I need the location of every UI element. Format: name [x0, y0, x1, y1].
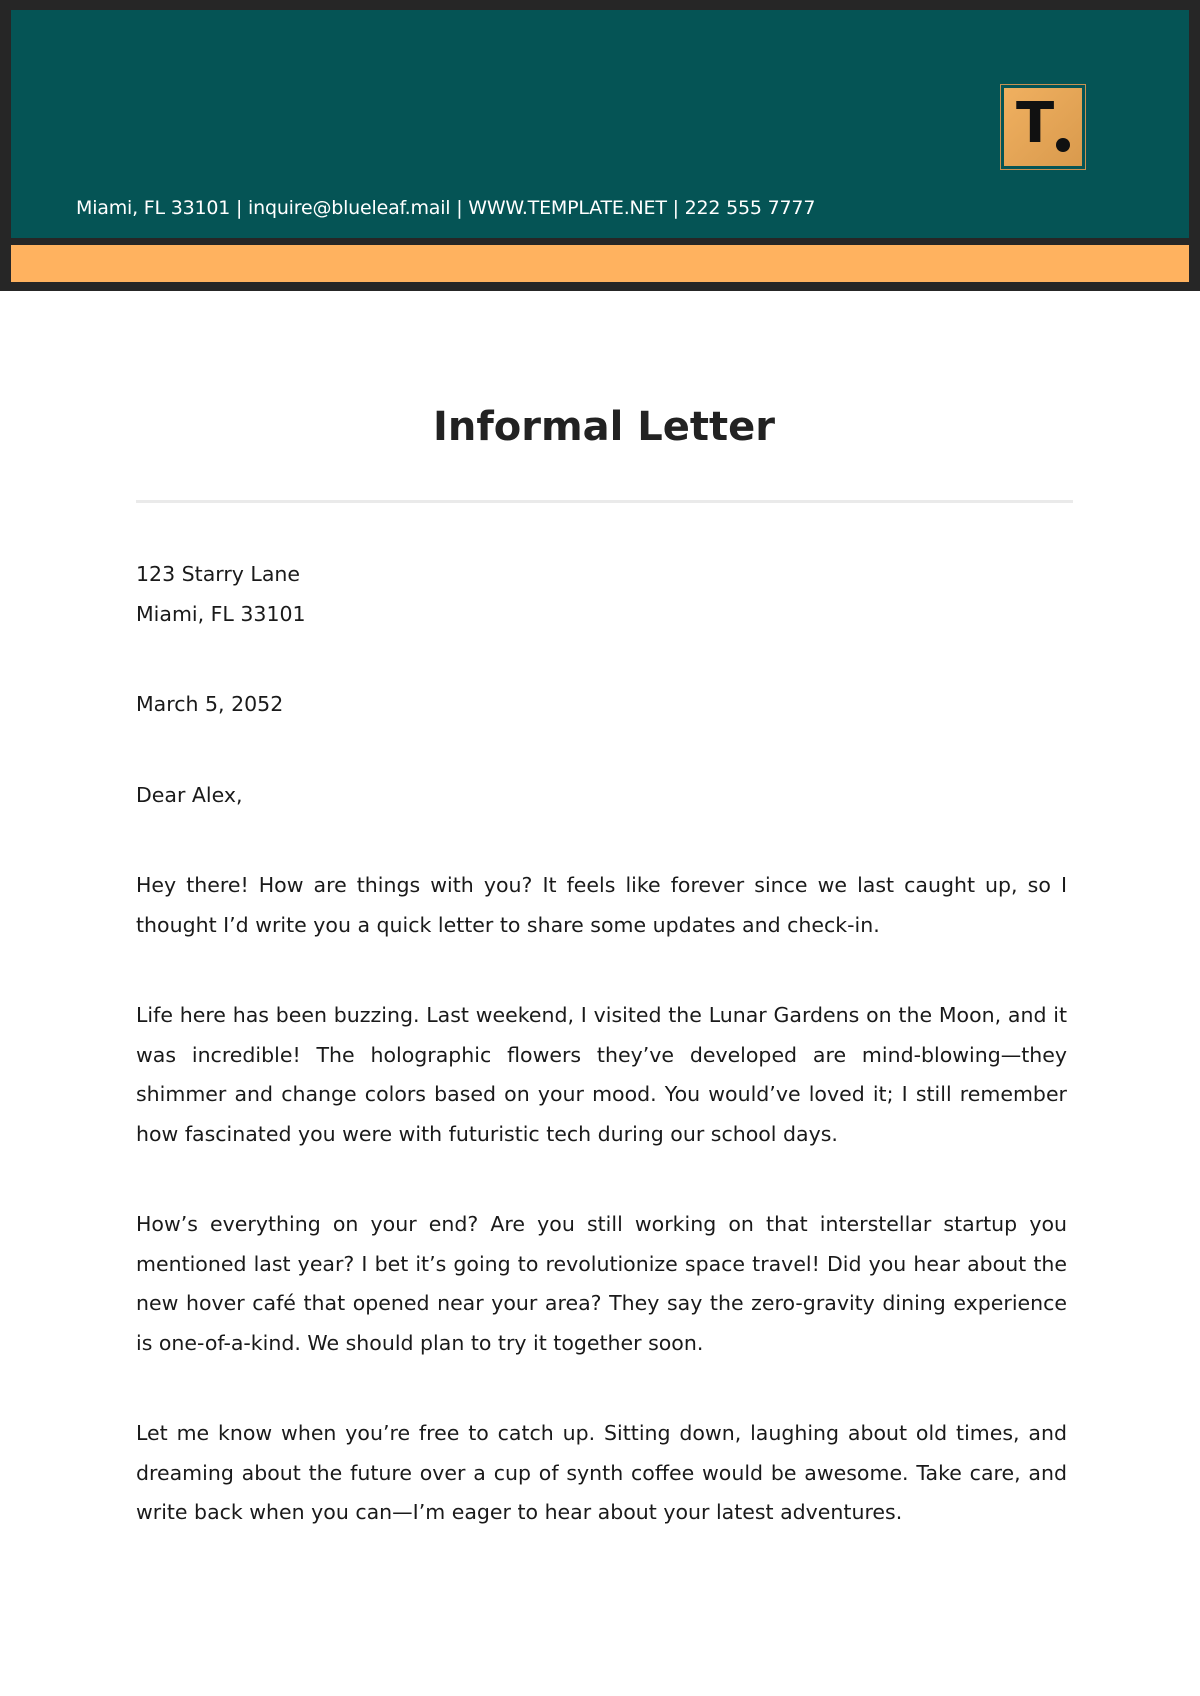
page-title: Informal Letter: [433, 404, 775, 450]
paragraph-1: Hey there! How are things with you? It feels like forever since we last caught up, so I thought I’d write you a quick letter to share some updates and check-in.: [136, 873, 1067, 937]
letter-date: March 5, 2052: [136, 692, 284, 716]
paragraph-4: Let me know when you’re free to catch up. Sitting down, laughing about old times, and dreaming about the future over a cup of synth coffee would be awesome. Take care, and write back when you can—I’m eager to hear about your latest adventures.: [136, 1421, 1067, 1524]
sender-address: [136, 555, 1067, 634]
address-line-2: Miami, FL 33101: [136, 601, 306, 626]
paragraph-2: Life here has been buzzing. Last weekend, I visited the Lunar Gardens on the Moon, and it was incredible! The holographic flowers they’ve developed are mind-blowing—they shimmer and change colors based on your mood. You would’ve loved it; I still remember how fascinated you were with futuristic tech during our school days.: [136, 1003, 1067, 1146]
header-orange-stripe: [11, 245, 1189, 282]
paragraph-3: How’s everything on your end? Are you still working on that interstellar startup you mentioned last year? I bet it’s going to revolutionize space travel! Did you hear about the new hover café that opened near your area? They say the zero-gravity dining experience is one-of-a-kind. We should plan to try it together soon.: [136, 1212, 1067, 1355]
logo: [1000, 84, 1086, 170]
logo-icon: [1004, 88, 1082, 166]
logo-letter: T: [1016, 91, 1055, 156]
header-banner: [0, 0, 1200, 291]
logo-dot: [1056, 138, 1070, 152]
letter-body: [136, 555, 1067, 1584]
salutation: Dear Alex,: [136, 782, 243, 807]
title-divider: [136, 500, 1073, 503]
contact-info: Miami, FL 33101 | inquire@blueleaf.mail | WWW.TEMPLATE.NET | 222 555 7777: [76, 197, 816, 219]
address-line-1: 123 Starry Lane: [136, 562, 300, 586]
